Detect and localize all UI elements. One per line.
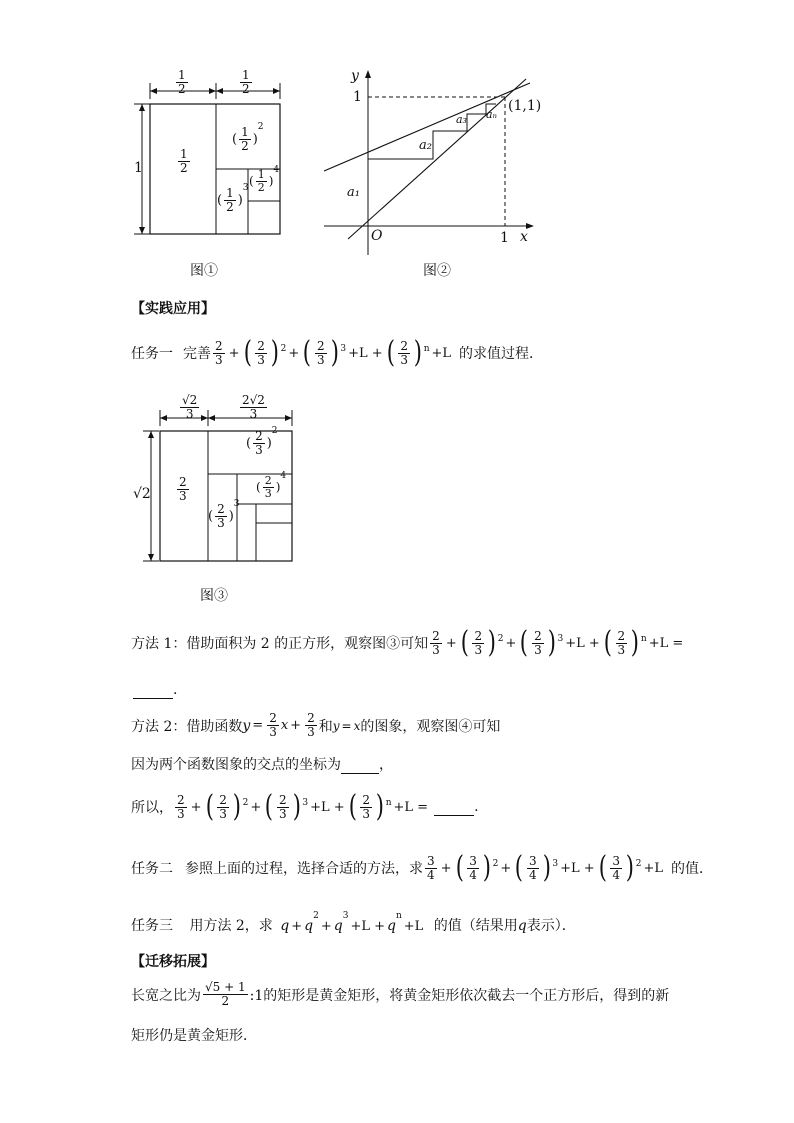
- task1-term3: ( $\frac{2}{3}$ ) 3: [303, 335, 347, 370]
- fig1-sixteenth-label: ( $\frac{1}{2}$ )$^4$: [249, 165, 280, 194]
- method2-text-b: 和: [318, 718, 333, 735]
- fig2-a3-label: a₃: [456, 113, 467, 126]
- method2-text-a: 方法 2：借助函数: [131, 718, 243, 735]
- method1-answer-line: .: [133, 682, 177, 699]
- task1-text: 完善: [183, 346, 211, 362]
- section-extension-title: 【迁移拓展】: [131, 954, 215, 970]
- fig1-big-label: $\frac{1}{2}$: [180, 147, 188, 175]
- golden-line1: [131, 981, 669, 1008]
- task2-line: 任务二 参照上面的过程，选择合适的方法，求 $\frac{3}{4}$ + ( $\frac{3}{4}$ ) 2 + ( $\frac{3}{4}$ ) 3 +L + ( $\frac{3}{4}$ ) 2 +L 的值．: [131, 850, 713, 885]
- fig2-a1-label: a₁: [347, 185, 360, 200]
- therefore-blank[interactable]: [434, 799, 474, 816]
- method1-line: 方法 1：借助面积为 2 的正方形，观察图③可知 $\frac{2}{3}$ + ( $\frac{2}{3}$ ) 2 + ( $\frac{2}{3}$ ) 3 +L + ( $\frac{2}{3}$ ) n +L =: [131, 625, 684, 660]
- fig2-caption: 图②: [423, 263, 451, 279]
- section-practice-title: 【实践应用】: [131, 301, 215, 317]
- intersection-blank[interactable]: [341, 757, 379, 774]
- fig1-quarter-label: ( $\frac{1}{2}$ )$^2$: [232, 122, 264, 153]
- fig3-caption: 图③: [200, 588, 228, 604]
- task1-line: 任务一 完善 $\frac{2}{3}$ + ( $\frac{2}{3}$ ) 2 + ( $\frac{2}{3}$ ) 3 +L + ( $\frac{2}{3}$ ) n +L 的求值过程．: [131, 335, 544, 370]
- fig1-top-right-label: $\frac{1}{2}$: [242, 68, 250, 96]
- task1-term1: $\frac{2}{3}$: [215, 338, 223, 367]
- intersection-text: 因为两个函数图象的交点的坐标为: [131, 757, 341, 773]
- golden-line1b: :1的矩形是黄金矩形，将黄金矩形依次截去一个正方形后，得到的新: [249, 987, 670, 1004]
- fig2-x-axis-label: x: [520, 229, 528, 245]
- fig2-y-one: 1: [353, 89, 362, 105]
- therefore-line: 所以， $\frac{2}{3}$ + ( $\frac{2}{3}$ ) 2 + ( $\frac{2}{3}$ ) 3 +L + ( $\frac{2}{3}$ ) n +L = .: [131, 789, 479, 824]
- task3-line: 任务三 用方法 2，求 $q + q^2+ q^3+L + q^n+L$ 的值（结果用q表示）．: [131, 911, 576, 934]
- task1-termn: ( $\frac{2}{3}$ ) n: [386, 335, 430, 370]
- fig3-big-label: $\frac{2}{3}$: [179, 475, 187, 503]
- fig1-top-left-label: $\frac{1}{2}$: [178, 68, 186, 96]
- therefore-text: 所以，: [131, 800, 173, 816]
- task3-q: q: [517, 918, 527, 934]
- fig3-r3-label: ( $\frac{2}{3}$ )$^4$: [256, 471, 287, 500]
- task3-label: 任务三: [131, 918, 173, 934]
- fig2-x-one: 1: [500, 230, 509, 246]
- golden-ratio: $\frac{√5 + 1}{2}$: [205, 980, 246, 1008]
- task3-tail: 的值（结果用: [433, 918, 518, 934]
- fig2-a2-label: a₂: [419, 138, 432, 153]
- fig2-y-axis-label: y: [351, 68, 359, 84]
- fig3-top-left-label: $\frac{√2}{3}$: [182, 393, 198, 421]
- fig3-side-label: √2: [133, 486, 151, 502]
- fig2-an-label: aₙ: [486, 108, 498, 121]
- fig3-r1-label: ( $\frac{2}{3}$ )$^2$: [246, 426, 278, 457]
- task3-text: 用方法 2，求: [189, 918, 273, 934]
- golden-line2: 矩形仍是黄金矩形．: [131, 1028, 257, 1044]
- method1-blank[interactable]: [133, 682, 173, 699]
- task1-term2: ( $\frac{2}{3}$ ) 2: [243, 335, 287, 370]
- golden-line1a: 长宽之比为: [131, 987, 201, 1004]
- task2-label: 任务二: [131, 861, 173, 877]
- method1-text: 方法 1：借助面积为 2 的正方形，观察图③可知: [131, 636, 429, 652]
- fig3-top-right-label: $\frac{2√2}{3}$: [242, 393, 265, 421]
- method2-line: 方法 2：借助函数 y = $\frac{2}{3}$ x + $\frac{2}{3}$ 和 y = x 的图象，观察图④可知: [131, 711, 501, 739]
- method2-text-c: 的图象，观察图④可知: [360, 718, 501, 735]
- intersection-line: 因为两个函数图象的交点的坐标为 ，: [131, 757, 393, 773]
- task2-text: 参照上面的过程，选择合适的方法，求: [185, 861, 423, 877]
- fig1-side-label: 1: [134, 160, 143, 176]
- fig2-origin-label: O: [371, 228, 383, 244]
- fig2-point-label: (1,1): [508, 98, 542, 114]
- task1-tail: 的求值过程．: [459, 346, 544, 362]
- task3-tail2: 表示）．: [526, 918, 576, 934]
- task2-tail: 的值．: [670, 861, 713, 877]
- task1-label: 任务一: [131, 346, 173, 362]
- figure-1: [120, 70, 300, 250]
- fig1-caption: 图①: [190, 263, 218, 279]
- fig3-r2-label: ( $\frac{2}{3}$ )$^3$: [208, 499, 240, 530]
- fig1-eighth-label: ( $\frac{1}{2}$ )$^3$: [217, 183, 249, 214]
